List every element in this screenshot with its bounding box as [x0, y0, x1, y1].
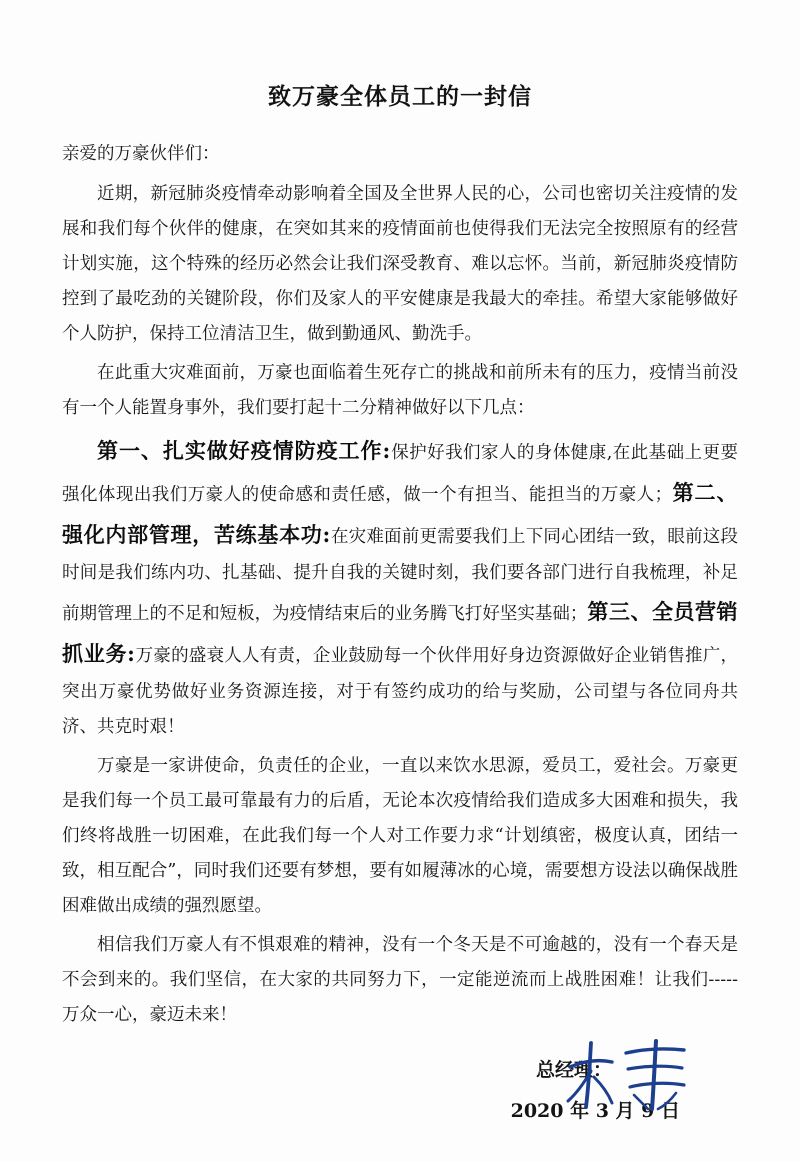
closing-paragraph-2: 相信我们万豪人有不惧艰难的精神，没有一个冬天是不可逾越的，没有一个春天是不会到来的。我们坚信，在大家的共同努力下，一定能逆流而上战胜困难！让我们-----万众一心，豪迈未来！ [62, 935, 738, 1026]
section-heading-1: 第一、扎实做好疫情防疫工作: [97, 438, 391, 464]
section-text-3: 万豪的盛衰人人有责，企业鼓励每一个伙伴用好身边资源做好企业销售推广，突出万豪优势做好业务资源连接，对于有签约成功的给与奖励，公司望与各位同舟共济、共克时艰！ [62, 646, 738, 738]
signature-block [62, 1055, 738, 1155]
section-heading-2: 第二、强化内部管理，苦练基本功: [62, 480, 738, 548]
salutation: 亲爱的万豪伙伴们： [62, 144, 220, 164]
closing-paragraph-1: 万豪是一家讲使命，负责任的企业，一直以来饮水思源，爱员工，爱社会。万豪更是我们每一个员工最可靠最有力的后盾，无论本次疫情给我们造成多大困难和损失，我们终将战胜一切困难，在此我们每一个人对工作要力求“计划缜密，极度认真，团结一致，相互配合”，同时我们还要有梦想，要有如履薄冰的心境，需要想方设法以确保战胜困难做出成绩的强烈愿望。 [62, 756, 738, 917]
numbered-sections [62, 430, 738, 745]
signature-date: 2020 年 3 月 9 日 [510, 1100, 680, 1123]
page-title: 致万豪全体员工的一封信 [268, 83, 532, 110]
signature-label: 总经理： [535, 1059, 612, 1082]
handwritten-signature-icon [564, 1037, 694, 1113]
paragraph-1: 近期，新冠肺炎疫情牵动影响着全国及全世界人民的心，公司也密切关注疫情的发展和我们每个伙伴的健康，在突如其来的疫情面前也使得我们无法完全按照原有的经营计划实施，这个特殊的经历必然会让我们深受教育、难以忘怀。当前，新冠肺炎疫情防控到了最吃劲的关键阶段，你们及家人的平安健康是我最大的牵挂。希望大家能够做好个人防护，保持工位清洁卫生，做到勤通风、勤洗手。 [62, 184, 738, 345]
section-heading-3: 第三、全员营销抓业务: [62, 599, 739, 667]
paragraph-2: 在此重大灾难面前，万豪也面临着生死存亡的挑战和前所未有的压力，疫情当前没有一个人能置身事外，我们要打起十二分精神做好以下几点： [62, 363, 738, 419]
signature-row [62, 1055, 738, 1082]
section-text-2: 在灾难面前更需要我们上下同心团结一致，眼前这段时间是我们练内功、扎基础、提升自我的关键时刻，我们要各部门进行自我梳理，补足前期管理上的不足和短板，为疫情结束后的业务腾飞打好坚实基础； [62, 527, 738, 625]
section-text-1: 保护好我们家人的身体健康,在此基础上更要强化体现出我们万豪人的使命感和责任感，做一个有担当、能担当的万豪人； [62, 443, 738, 506]
